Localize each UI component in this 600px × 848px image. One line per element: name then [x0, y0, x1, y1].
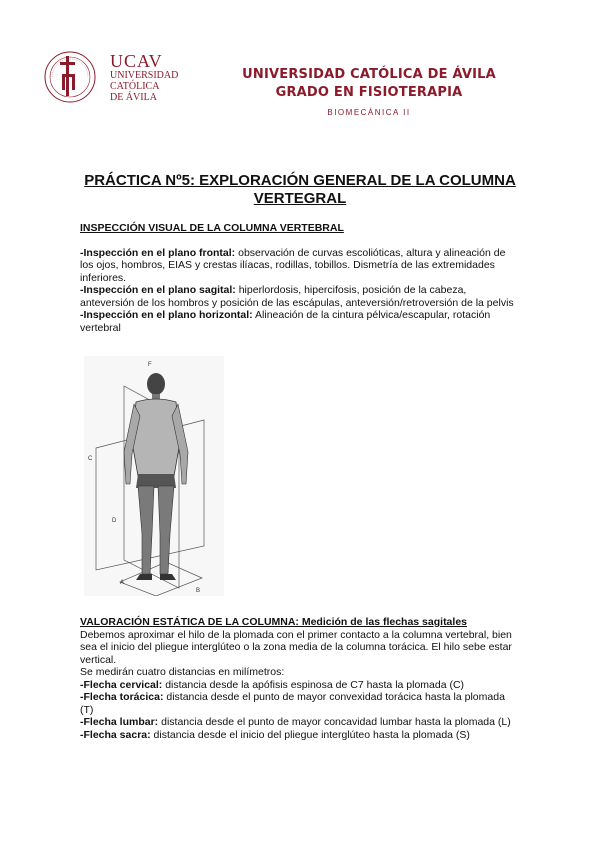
logo-wordmark	[110, 52, 178, 103]
logo-line-2: CATÓLICA	[110, 81, 160, 92]
flecha-sacra	[80, 729, 520, 742]
item-text: distancia desde la apófisis espinosa de C7 hasta la plomada (C)	[162, 678, 465, 691]
item-label: -Inspección en el plano horizontal:	[80, 309, 253, 321]
inspection-item-sagittal	[80, 284, 520, 309]
svg-text:A: A	[120, 580, 125, 586]
item-text: Alineación de la cintura pélvica/escapular, rotación vertebral	[80, 309, 491, 334]
static-intro: Debemos aproximar el hilo de la plomada con el primer contacto a la columna vertebral, bien sea el inicio del pliegue interglúteo o la zona media de la columna torácica. El hilo sebe estar vertical.	[80, 628, 512, 666]
inspection-heading: INSPECCIÓN VISUAL DE LA COLUMNA VERTEBRAL	[80, 222, 344, 234]
flecha-lumbar	[80, 716, 520, 729]
svg-text:D: D	[112, 518, 117, 524]
svg-text:B: B	[196, 588, 201, 594]
item-label: -Flecha cervical:	[80, 678, 163, 691]
inspection-item-frontal	[80, 247, 520, 285]
inspection-item-horizontal	[80, 309, 520, 334]
svg-text:F: F	[148, 362, 152, 368]
flecha-cervical	[80, 679, 520, 692]
logo-name: UCAV	[110, 51, 163, 71]
item-label: -Inspección en el plano frontal:	[80, 246, 236, 259]
flecha-toracica	[80, 691, 520, 716]
static-section	[80, 616, 520, 741]
static-heading: VALORACIÓN ESTÁTICA DE LA COLUMNA: Medición de las flechas sagitales	[80, 616, 467, 628]
inspection-section	[80, 222, 520, 334]
item-label: -Flecha lumbar:	[80, 716, 159, 728]
anatomical-planes-figure-icon	[84, 356, 224, 596]
course-name: BIOMECÁNICA II	[327, 108, 411, 117]
svg-text:C: C	[88, 456, 93, 462]
document-header	[234, 66, 504, 117]
logo-line-1: UNIVERSIDAD	[110, 70, 179, 81]
item-label: -Inspección en el plano sagital:	[80, 284, 236, 296]
logo-line-3: DE ÁVILA	[110, 92, 157, 103]
degree-name: GRADO EN FISIOTERAPIA	[275, 85, 463, 100]
item-label: -Flecha sacra:	[80, 728, 151, 741]
item-text: distancia desde el inicio del pliegue interglúteo hasta la plomada (S)	[150, 728, 470, 741]
item-text: hiperlordosis, hipercifosis, posición de la cabeza, anteversión de los hombros y posición de las escápulas, anteversión/retroversión de la pelvis	[80, 284, 514, 309]
item-label: -Flecha torácica:	[80, 691, 164, 703]
page-title: PRÁCTICA Nº5: EXPLORACIÓN GENERAL DE LA COLUMNA VERTEGRAL	[84, 172, 516, 207]
item-text: distancia desde el punto de mayor convexidad torácica hasta la plomada (T)	[80, 691, 505, 716]
static-intro-2: Se medirán cuatro distancias en milímetros:	[80, 666, 285, 678]
item-text: distancia desde el punto de mayor concavidad lumbar hasta la plomada (L)	[158, 716, 511, 728]
university-name: UNIVERSIDAD CATÓLICA DE ÁVILA	[242, 67, 496, 82]
item-text: observación de curvas escolióticas, altura y alineación de los ojos, hombros, EIAS y crestas ilíacas, rodillas, tobillos. Dismetría de las extremidades inferiores.	[80, 246, 506, 284]
